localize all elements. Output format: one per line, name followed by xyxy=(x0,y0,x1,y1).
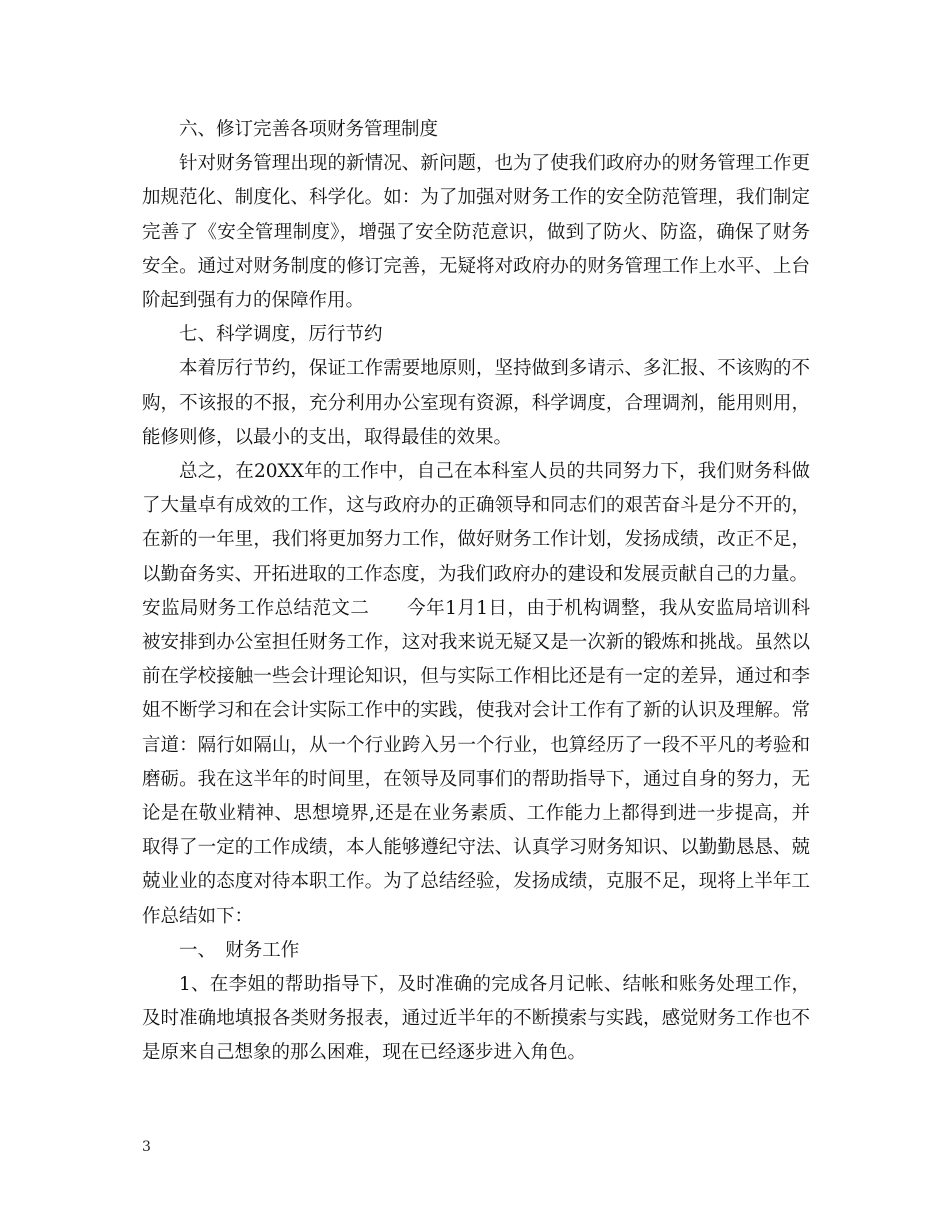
paragraph-sample-two: 安监局财务工作总结范文二 今年1月1日，由于机构调整，我从安监局培训科被安排到办公室担任财务工作，这对我来说无疑又是一次新的锻炼和挑战。虽然以前在学校接触一些会计理论知识，但与实际工作相比还是有一定的差异，通过和李姐不断学习和在会计实际工作中的实践，使我对会计工作有了新的认识及理解。常言道：隔行如隔山，从一个行业跨入另一个行业，也算经历了一段不平凡的考验和磨砺。我在这半年的时间里，在领导及同事们的帮助指导下，通过自身的努力，无论是在敬业精神、思想境界,还是在业务素质、工作能力上都得到进一步提高，并取得了一定的工作成绩，本人能够遵纪守法、认真学习财务知识、以勤勤恳恳、兢兢业业的态度对待本职工作。为了总结经验，发扬成绩，克服不足，现将上半年工作总结如下： xyxy=(142,597,810,927)
page-number: 3 xyxy=(142,1139,151,1155)
paragraph-frugality: 本着厉行节约，保证工作需要地原则，坚持做到多请示、多汇报、不该购的不购，不该报的不报，充分利用办公室现有资源，科学调度，合理调剂，能用则用，能修则修，以最小的支出，取得最佳的效果。 xyxy=(142,358,810,448)
section-heading-one: 一、 财务工作 xyxy=(179,939,300,961)
paragraph-conclusion: 总之，在20XX年的工作中，自己在本科室人员的共同努力下，我们财务科做了大量卓有成效的工作，这与政府办的正确领导和同志们的艰苦奋斗是分不开的，在新的一年里，我们将更加努力工作，做好财务工作计划，发扬成绩，改正不足，以勤奋务实、开拓进取的工作态度，为我们政府办的建设和发展贡献自己的力量。 xyxy=(142,461,810,585)
section-heading-six: 六、修订完善各项财务管理制度 xyxy=(179,119,439,140)
paragraph-finance-rules: 针对财务管理出现的新情况、新问题，也为了使我们政府办的财务管理工作更加规范化、制度化、科学化。如：为了加强对财务工作的安全防范管理，我们制定完善了《安全管理制度》，增强了安全防范意识，做到了防火、防盗，确保了财务安全。通过对财务制度的修订完善，无疑将对政府办的财务管理工作上水平、上台阶起到强有力的保障作用。 xyxy=(142,153,810,312)
section-heading-seven: 七、科学调度，厉行节约 xyxy=(179,324,383,346)
paragraph-item-one: 1、在李姐的帮助指导下，及时准确的完成各月记帐、结帐和账务处理工作，及时准确地填报各类财务报表，通过近半年的不断摸索与实践，感觉财务工作也不是原来自己想象的那么困难，现在已经逐步进入角色。 xyxy=(142,974,810,1064)
document-body xyxy=(142,113,810,1071)
